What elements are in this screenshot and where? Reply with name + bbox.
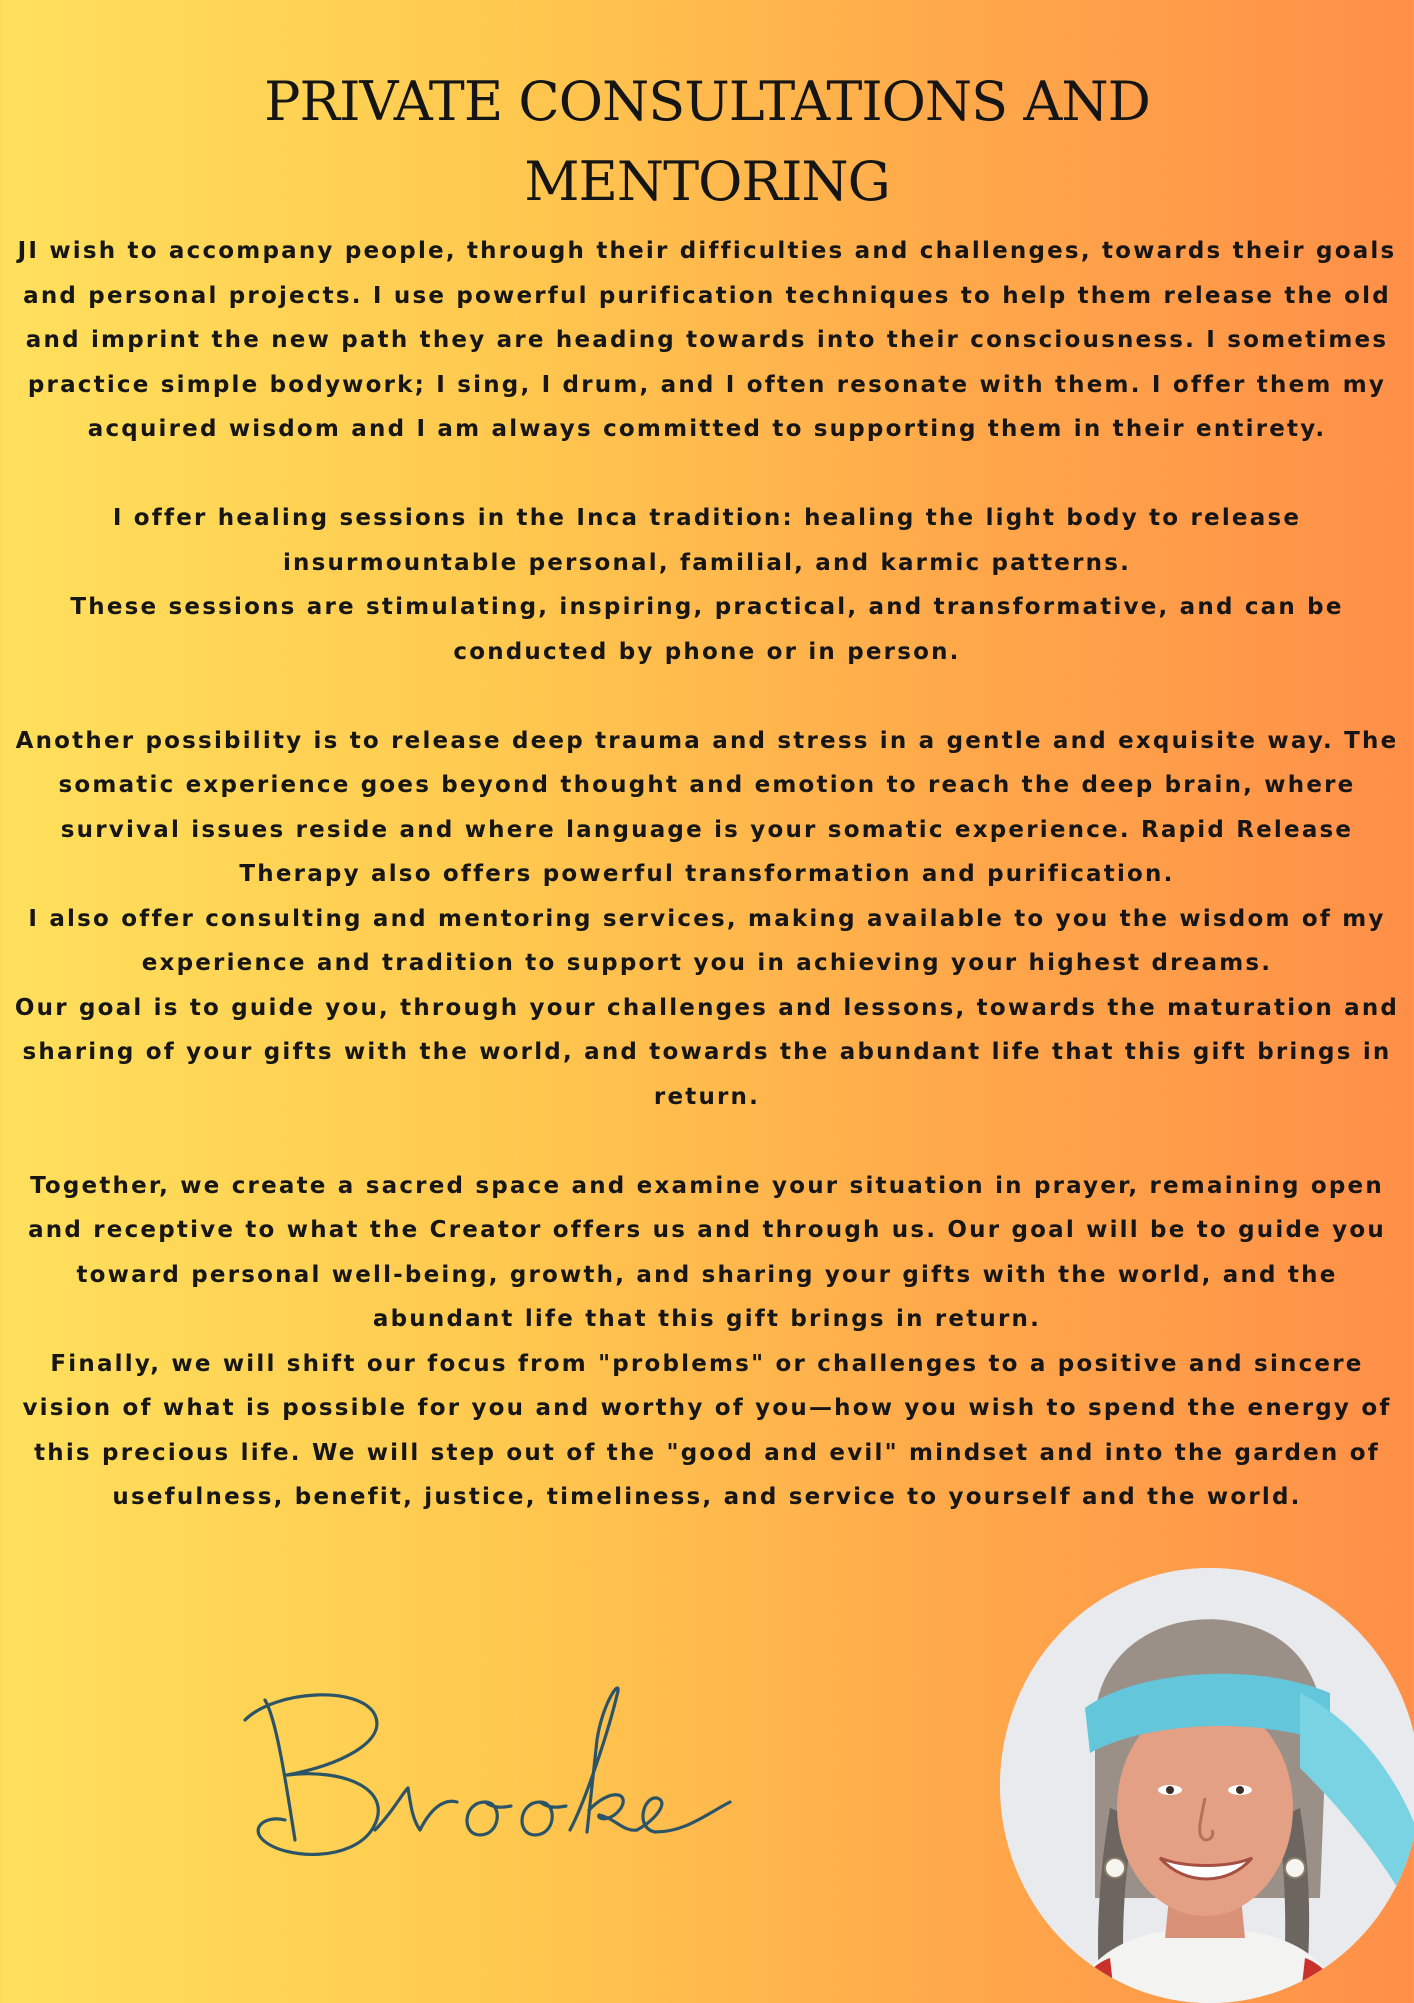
paragraph-sacred-space: Together, we create a sacred space and examine your situation in prayer, remaining open and receptive to what the Creator offers us and through us. Our goal will be to guide you toward personal well-being, growth, and sharing your gifts with the world, and the abundant life that this gift brings in return. (28, 1172, 1386, 1332)
paragraph-inca-healing: I offer healing sessions in the Inca tradition: healing the light body to release insurmountable personal, familial, and karmic patterns. (112, 505, 1302, 576)
portrait-illustration (1000, 1568, 1414, 2003)
paragraph-spacer (6, 674, 1408, 719)
page-title-line-1: PRIVATE CONSULTATIONS AND (264, 70, 1150, 133)
paragraph-shift-focus: Finally, we will shift our focus from "problems" or challenges to a positive and sincere vision of what is possible for you and worthy of you—how you wish to spend the energy of this precious life. We will step out of the "good and evil" mindset and into the garden of usefulness, benefit, justice, timeliness, and service to yourself and the world. (22, 1350, 1392, 1510)
portrait-photo (1000, 1568, 1414, 2003)
signature-graphic (225, 1680, 765, 1880)
paragraph-spacer (6, 452, 1408, 497)
page-title (0, 62, 1414, 222)
body-text (6, 229, 1408, 1520)
paragraph-mentoring: I also offer consulting and mentoring services, making available to you the wisdom of my experience and tradition to support you in achieving your highest dreams. (28, 905, 1386, 976)
signature (225, 1680, 765, 1880)
paragraph-accompany: JI wish to accompany people, through their difficulties and challenges, towards their goals and personal projects. I use powerful purification techniques to help them release the old and imprint the new path they are heading towards into their consciousness. I sometimes practice simple bodywork; I sing, I drum, and I often resonate with them. I offer them my acquired wisdom and I am always committed to supporting them in their entirety. (17, 238, 1397, 442)
paragraph-spacer (6, 1119, 1408, 1164)
page-title-line-2: MENTORING (524, 150, 890, 213)
paragraph-trauma-release: Another possibility is to release deep trauma and stress in a gentle and exquisite way. The somatic experience goes beyond thought and emotion to reach the deep brain, where survival issues reside and where language is your somatic experience. Rapid Release Therapy also offers powerful transformation and purification. (15, 727, 1399, 887)
paragraph-goal: Our goal is to guide you, through your challenges and lessons, towards the maturation and sharing of your gifts with the world, and towards the abundant life that this gift brings in return. (14, 994, 1400, 1110)
paragraph-sessions: These sessions are stimulating, inspiring, practical, and transformative, and can be conducted by phone or in person. (70, 594, 1344, 665)
